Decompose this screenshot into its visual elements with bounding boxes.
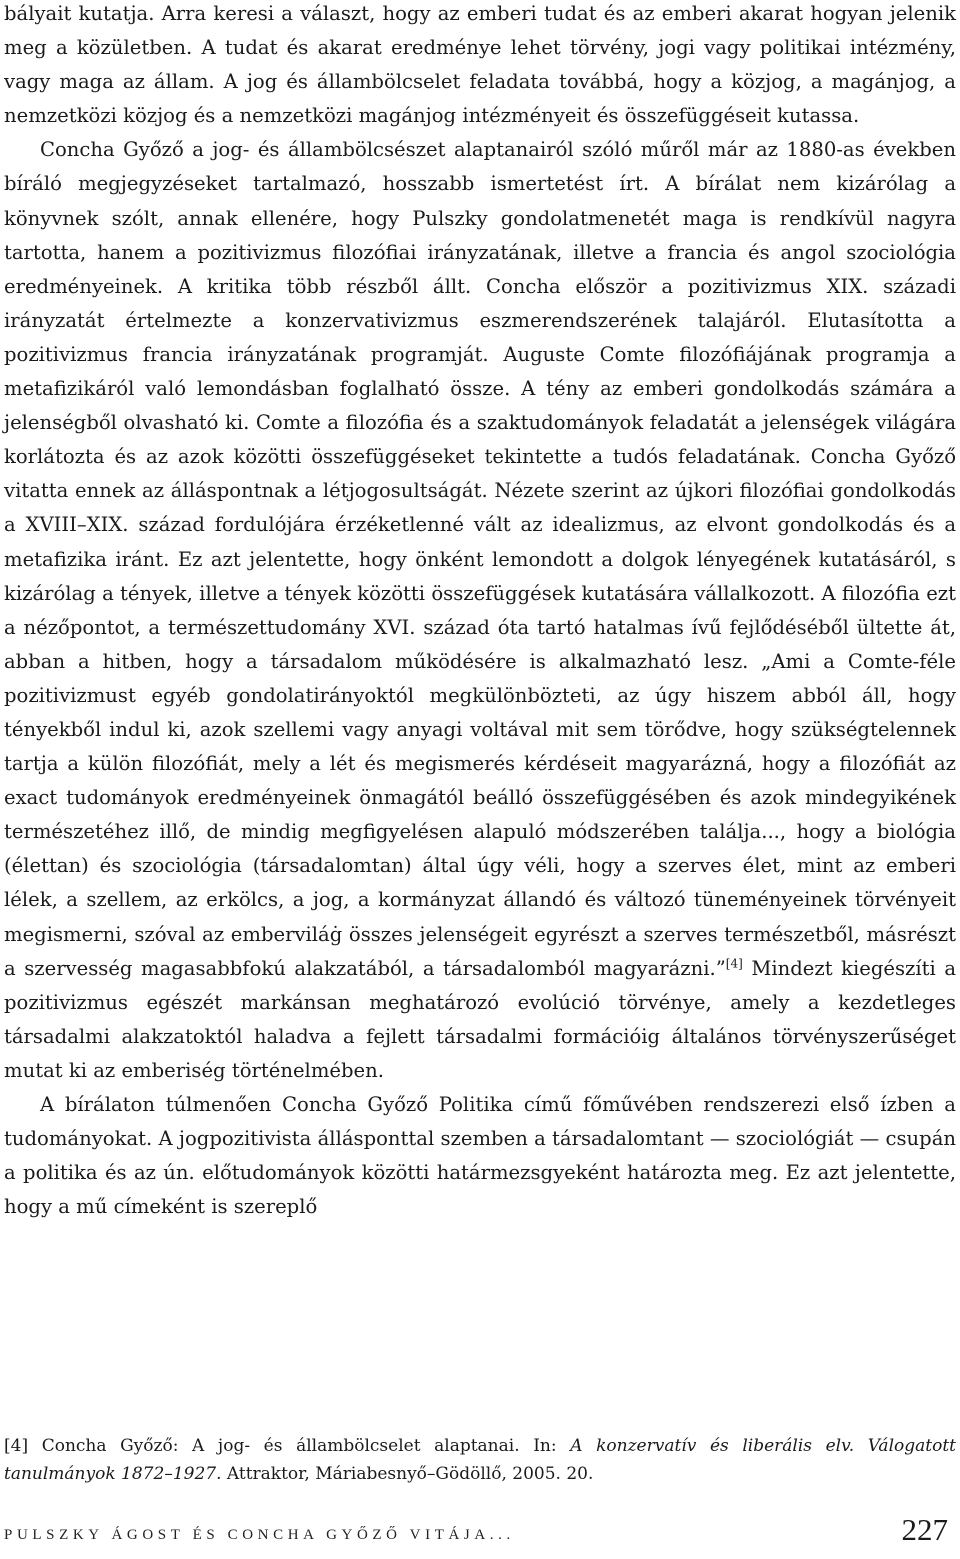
paragraph-3: A bírálaton túlmenően Concha Győző Politika című főművében rendszerezi első ízben a tudományokat. A jogpozitivista állásponttal szemben a társadalomtant — szociológiát — csupán a politika és az ún. előtudományok közötti határmezsgyeként határozta meg. Ez azt jelentette, hogy a mű címeként is szereplő — [4, 1093, 956, 1219]
footnote — [4, 1432, 956, 1488]
paragraph-2 — [4, 133, 956, 1088]
body-text — [4, 0, 956, 1224]
footnote-tail: Attraktor, Máriabesnyő–Gödöllő, 2005. 20. — [221, 1464, 594, 1484]
footnote-lead: Concha Győző: A jog- és állambölcselet alaptanai. In: — [41, 1436, 571, 1456]
running-head: PULSZKY ÁGOST ÉS CONCHA GYŐZŐ VITÁJA... — [4, 1527, 515, 1543]
footnote-marker: [4] — [4, 1436, 29, 1456]
page-number: 227 — [901, 1512, 948, 1547]
paragraph-2-continuation: Mindezt kiegészíti a pozitivizmus egészét markánsan meghatározó evolúció törvénye, amely a kezdetleges társadalmi alakzatoktól haladva a fejlett társadalmi formációig általános törvényszerűséget mutat ki az emberiség történelmében. — [4, 956, 957, 1082]
footnote-reference[interactable]: [4] — [725, 956, 743, 971]
paragraph-2-text: Concha Győző a jog- és állambölcsészet alaptanairól szóló műről már az 1880-as években bíráló megjegyzéseket tartalmazó, hosszabb ismertetést írt. A bírálat nem kizárólag a könyvnek szólt, annak ellenére, hogy Pulszky gondolatmenetét maga is rendkívül nagyra tartotta, hanem a pozitivizmus filozófiai irányzatának, illetve a francia és angol szociológia eredményeinek. A kritika több részből állt. Concha először a pozitivizmus XIX. századi irányzatát értelmezte a konzervativizmus eszmerendszerének talajáról. Elutasította a pozitivizmus francia irányzatának programját. Auguste Comte filozófiájának programja a metafizikáról való lemondásban foglalható össze. A tény az emberi gondolkodás számára a jelenségből olvasható ki. Comte a filozófia és a szaktudományok feladatát a jelenségek világára korlátozta és az azok közötti összefüggéseket tekintette a tudós feladatának. Concha Győző vitatta ennek az álláspontnak a létjogosultságát. Nézete szerint az újkori filozófiai gondolkodás a XVIII–XIX. század fordulójára érzéketlenné vált az idealizmus, az elvont gondolkodás és a metafizika iránt. Ez azt jelentette, hogy önként lemondott a dolgok lényegének kutatásáról, s kizárólag a tények, illetve a tények közötti összefüggések kutatására vállalkozott. A filozófia ezt a nézőpontot, a természettudomány XVI. század óta tartó hatalmas ívű fejlődéséből ültette át, abban a hitben, hogy a társadalom működésére is alkalmazható lesz. „Ami a Comte-féle pozitivizmust egyéb gondolatirányoktól megkülönbözteti, az úgy hiszem abból áll, hogy tényekből indul ki, azok szellemi vagy anyagi voltával mit sem törődve, hogy szükségtelennek tartja a külön filozófiát, mely a lét és megismerés kérdéseit magyarázná, hogy a filozófiát az exact tudományok eredményeinek önmagától beálló összefüggésében és azok mindegyikének természetéhez illő, de mindig megfigyelésen alapuló módszerében találja..., hogy a biológia (élettan) és szociológia (társadalomtan) által úgy véli, hogy a szerves élet, mint az emberi lélek, a szellem, az erkölcs, a jog, a kormányzat állandó és változó tüneményeinek törvényeit megismerni, szóval az emberviláġ összes jelenségeit egyrészt a szerves természetből, másrészt a szervesség magasabbfokú alakzatából, a társadalomból magyarázni.” — [4, 138, 956, 980]
paragraph-1: bályait kutatja. Arra keresi a választ, hogy az emberi tudat és az emberi akarat hogyan jelenik meg a közületben. A tudat és akarat eredménye lehet törvény, jogi vagy politikai intézmény, vagy maga az állam. A jog és állambölcselet feladata továbbá, hogy a közjog, a magánjog, a nemzetközi közjog és a nemzetközi magánjog intézményeit és összefüggéseit kutassa. — [4, 2, 956, 128]
footnote-title: A konzervatív és liberális elv. Válogatott tanulmányok 1872–1927. — [4, 1436, 956, 1484]
document-page — [4, 0, 956, 1559]
